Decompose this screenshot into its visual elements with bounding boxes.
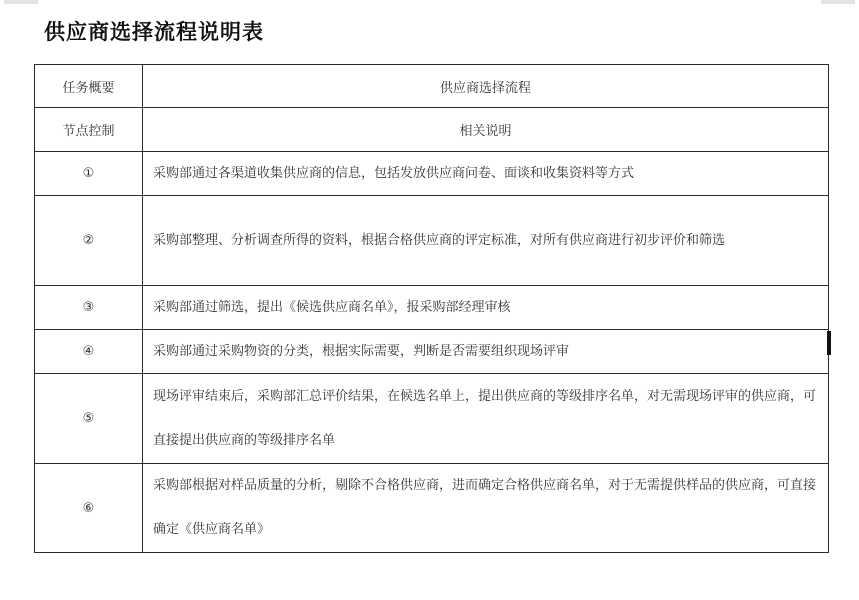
page-corner-mark-right (821, 0, 855, 4)
related-description-label: 相关说明 (143, 108, 829, 152)
step-number: ② (35, 196, 143, 286)
step-description: 采购部根据对样品质量的分析，剔除不合格供应商，进而确定合格供应商名单，对于无需提供样品的供应商，可直接确定《供应商名单》 (143, 464, 829, 553)
step-number: ⑥ (35, 464, 143, 553)
step-number: ⑤ (35, 374, 143, 464)
table-row (35, 152, 829, 196)
step-number: ③ (35, 286, 143, 330)
step-description: 采购部通过筛选，提出《候选供应商名单》，报采购部经理审核 (143, 286, 829, 330)
table-row (35, 286, 829, 330)
supplier-selection-table (34, 64, 829, 553)
task-summary-label: 任务概要 (35, 65, 143, 108)
table-row (35, 374, 829, 464)
document-title: 供应商选择流程说明表 (44, 20, 264, 44)
task-summary-value: 供应商选择流程 (143, 65, 829, 108)
step-number: ① (35, 152, 143, 196)
table-row (35, 464, 829, 553)
step-description: 采购部整理、分析调查所得的资料，根据合格供应商的评定标准，对所有供应商进行初步评价和筛选 (143, 196, 829, 286)
step-number: ④ (35, 330, 143, 374)
step-description: 采购部通过各渠道收集供应商的信息，包括发放供应商问卷、面谈和收集资料等方式 (143, 152, 829, 196)
step-description: 现场评审结束后，采购部汇总评价结果，在候选名单上，提出供应商的等级排序名单，对无需现场评审的供应商，可直接提出供应商的等级排序名单 (143, 374, 829, 464)
table-header-row-task (35, 65, 829, 108)
step-description: 采购部通过采购物资的分类，根据实际需要，判断是否需要组织现场评审 (143, 330, 829, 374)
right-edge-marker (827, 331, 831, 355)
table-row (35, 330, 829, 374)
node-control-label: 节点控制 (35, 108, 143, 152)
table-header-row-node (35, 108, 829, 152)
table-row (35, 196, 829, 286)
page-corner-mark-left (4, 0, 38, 4)
